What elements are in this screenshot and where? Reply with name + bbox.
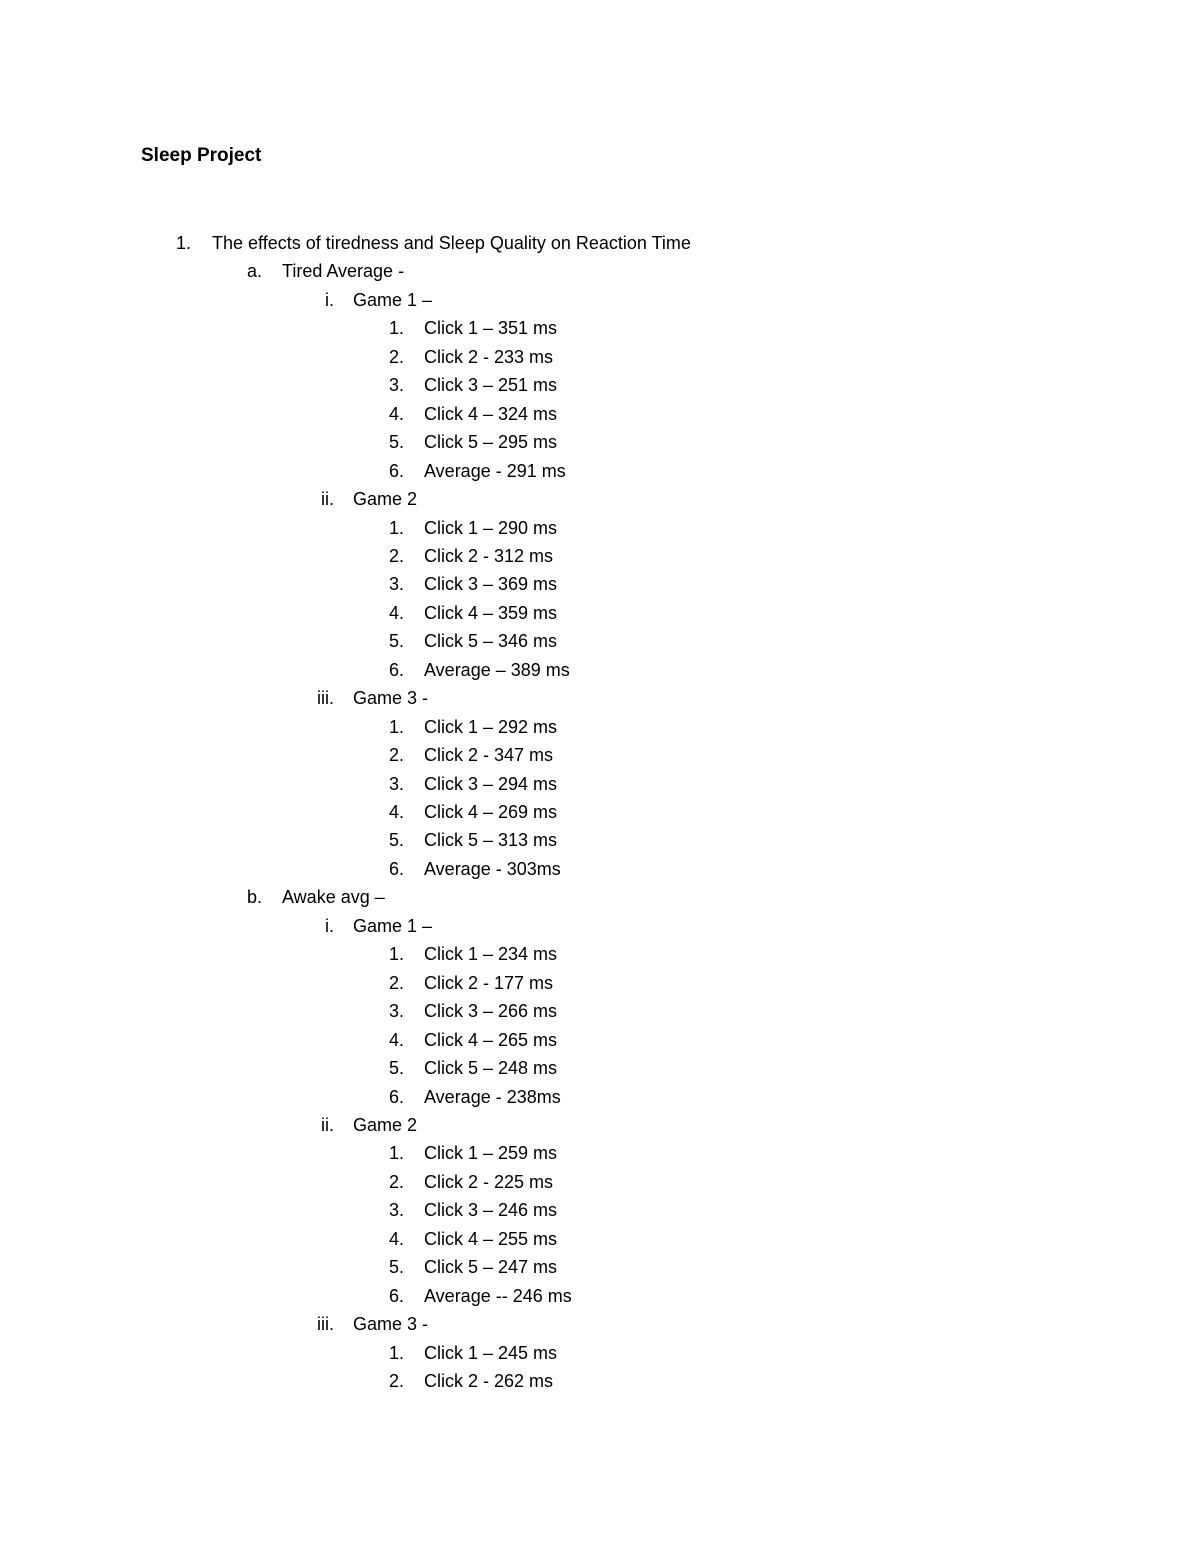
outline-click-item bbox=[0, 713, 1200, 741]
section-marker: a. bbox=[246, 261, 262, 281]
outline-click-item bbox=[0, 969, 1200, 997]
click-item-text: Click 1 – 259 ms bbox=[424, 1143, 558, 1163]
click-item-marker: 5. bbox=[388, 1257, 404, 1277]
outline-click-item bbox=[0, 457, 1200, 485]
click-item-text: Click 2 - 233 ms bbox=[424, 347, 554, 367]
outline-click-item bbox=[0, 599, 1200, 627]
click-item-marker: 4. bbox=[388, 802, 404, 822]
click-item-text: Click 5 – 295 ms bbox=[424, 432, 558, 452]
outline-click-item bbox=[0, 1083, 1200, 1111]
outline-click-item bbox=[0, 770, 1200, 798]
click-item-text: Click 4 – 359 ms bbox=[424, 603, 558, 623]
click-item-marker: 3. bbox=[388, 774, 404, 794]
game-marker: i. bbox=[325, 916, 334, 936]
click-item-marker: 6. bbox=[388, 660, 404, 680]
outline-click-item bbox=[0, 1139, 1200, 1167]
click-item-text: Click 5 – 346 ms bbox=[424, 631, 558, 651]
click-item-text: Average - 303ms bbox=[424, 859, 561, 879]
outline-click-item bbox=[0, 428, 1200, 456]
outline-click-item bbox=[0, 627, 1200, 655]
click-item-marker: 2. bbox=[388, 347, 404, 367]
click-item-marker: 3. bbox=[388, 574, 404, 594]
click-item-marker: 2. bbox=[388, 546, 404, 566]
outline-click-item bbox=[0, 1168, 1200, 1196]
click-item-marker: 6. bbox=[388, 1286, 404, 1306]
outline-section bbox=[0, 883, 1200, 911]
click-item-text: Average - 291 ms bbox=[424, 461, 566, 481]
outline-click-item bbox=[0, 1253, 1200, 1281]
click-item-text: Click 1 – 245 ms bbox=[424, 1343, 558, 1363]
outline-game bbox=[0, 684, 1200, 712]
click-item-marker: 5. bbox=[388, 432, 404, 452]
click-item-text: Click 5 – 313 ms bbox=[424, 830, 558, 850]
click-item-text: Click 5 – 247 ms bbox=[424, 1257, 558, 1277]
click-item-text: Click 1 – 234 ms bbox=[424, 944, 558, 964]
click-item-marker: 4. bbox=[388, 603, 404, 623]
click-item-text: Click 4 – 324 ms bbox=[424, 404, 558, 424]
game-text: Game 3 - bbox=[353, 1314, 429, 1334]
game-marker: ii. bbox=[321, 1115, 334, 1135]
game-marker: ii. bbox=[321, 489, 334, 509]
click-item-marker: 5. bbox=[388, 830, 404, 850]
game-text: Game 2 bbox=[353, 1115, 418, 1135]
click-item-text: Click 2 - 177 ms bbox=[424, 973, 554, 993]
click-item-text: Click 2 - 262 ms bbox=[424, 1371, 554, 1391]
outline-click-item bbox=[0, 1026, 1200, 1054]
section-text: Awake avg – bbox=[282, 887, 385, 907]
click-item-marker: 2. bbox=[388, 745, 404, 765]
click-item-marker: 3. bbox=[388, 375, 404, 395]
topic-text: The effects of tiredness and Sleep Quality on Reaction Time bbox=[212, 233, 691, 253]
click-item-marker: 2. bbox=[388, 1371, 404, 1391]
section-marker: b. bbox=[246, 887, 262, 907]
click-item-text: Average – 389 ms bbox=[424, 660, 570, 680]
click-item-marker: 1. bbox=[388, 717, 404, 737]
click-item-text: Click 3 – 246 ms bbox=[424, 1200, 558, 1220]
outline-click-item bbox=[0, 940, 1200, 968]
outline-click-item bbox=[0, 570, 1200, 598]
click-item-marker: 4. bbox=[388, 1229, 404, 1249]
click-item-marker: 1. bbox=[388, 318, 404, 338]
outline-click-item bbox=[0, 1367, 1200, 1395]
outline-click-item bbox=[0, 1225, 1200, 1253]
game-text: Game 2 bbox=[353, 489, 418, 509]
section-text: Tired Average - bbox=[282, 261, 405, 281]
click-item-marker: 3. bbox=[388, 1001, 404, 1021]
outline-click-item bbox=[0, 1282, 1200, 1310]
click-item-marker: 4. bbox=[388, 404, 404, 424]
game-marker: iii. bbox=[317, 688, 334, 708]
outline-game bbox=[0, 1310, 1200, 1338]
outline-game bbox=[0, 485, 1200, 513]
outline-topic bbox=[0, 229, 1200, 257]
click-item-text: Average -- 246 ms bbox=[424, 1286, 572, 1306]
click-item-marker: 3. bbox=[388, 1200, 404, 1220]
click-item-marker: 5. bbox=[388, 1058, 404, 1078]
outline-click-item bbox=[0, 343, 1200, 371]
click-item-text: Click 2 - 312 ms bbox=[424, 546, 554, 566]
outline-click-item bbox=[0, 1196, 1200, 1224]
outline-click-item bbox=[0, 741, 1200, 769]
click-item-text: Click 4 – 255 ms bbox=[424, 1229, 558, 1249]
outline-click-item bbox=[0, 997, 1200, 1025]
click-item-text: Click 1 – 351 ms bbox=[424, 318, 558, 338]
topic-marker: 1. bbox=[175, 233, 191, 253]
outline-click-item bbox=[0, 798, 1200, 826]
click-item-text: Click 3 – 294 ms bbox=[424, 774, 558, 794]
click-item-marker: 2. bbox=[388, 1172, 404, 1192]
click-item-text: Click 3 – 251 ms bbox=[424, 375, 558, 395]
click-item-text: Click 4 – 265 ms bbox=[424, 1030, 558, 1050]
game-text: Game 1 – bbox=[353, 290, 433, 310]
click-item-text: Click 1 – 290 ms bbox=[424, 518, 558, 538]
click-item-text: Click 2 - 225 ms bbox=[424, 1172, 554, 1192]
click-item-marker: 2. bbox=[388, 973, 404, 993]
outline-click-item bbox=[0, 855, 1200, 883]
outline-section bbox=[0, 257, 1200, 285]
click-item-text: Click 2 - 347 ms bbox=[424, 745, 554, 765]
outline-click-item bbox=[0, 371, 1200, 399]
click-item-text: Click 5 – 248 ms bbox=[424, 1058, 558, 1078]
click-item-text: Click 3 – 266 ms bbox=[424, 1001, 558, 1021]
click-item-text: Click 3 – 369 ms bbox=[424, 574, 558, 594]
outline-click-item bbox=[0, 314, 1200, 342]
document-title: Sleep Project bbox=[141, 145, 262, 166]
outline-game bbox=[0, 912, 1200, 940]
click-item-marker: 5. bbox=[388, 631, 404, 651]
click-item-marker: 6. bbox=[388, 1087, 404, 1107]
game-text: Game 3 - bbox=[353, 688, 429, 708]
game-marker: iii. bbox=[317, 1314, 334, 1334]
game-text: Game 1 – bbox=[353, 916, 433, 936]
click-item-text: Click 4 – 269 ms bbox=[424, 802, 558, 822]
click-item-marker: 1. bbox=[388, 518, 404, 538]
outline-click-item bbox=[0, 1054, 1200, 1082]
click-item-text: Click 1 – 292 ms bbox=[424, 717, 558, 737]
click-item-marker: 4. bbox=[388, 1030, 404, 1050]
click-item-text: Average - 238ms bbox=[424, 1087, 561, 1107]
click-item-marker: 1. bbox=[388, 1343, 404, 1363]
outline-click-item bbox=[0, 400, 1200, 428]
outline-click-item bbox=[0, 826, 1200, 854]
click-item-marker: 1. bbox=[388, 944, 404, 964]
outline-game bbox=[0, 286, 1200, 314]
game-marker: i. bbox=[325, 290, 334, 310]
outline-click-item bbox=[0, 542, 1200, 570]
click-item-marker: 6. bbox=[388, 461, 404, 481]
click-item-marker: 6. bbox=[388, 859, 404, 879]
outline-game bbox=[0, 1111, 1200, 1139]
outline-click-item bbox=[0, 656, 1200, 684]
click-item-marker: 1. bbox=[388, 1143, 404, 1163]
outline-click-item bbox=[0, 1339, 1200, 1367]
outline-click-item bbox=[0, 514, 1200, 542]
